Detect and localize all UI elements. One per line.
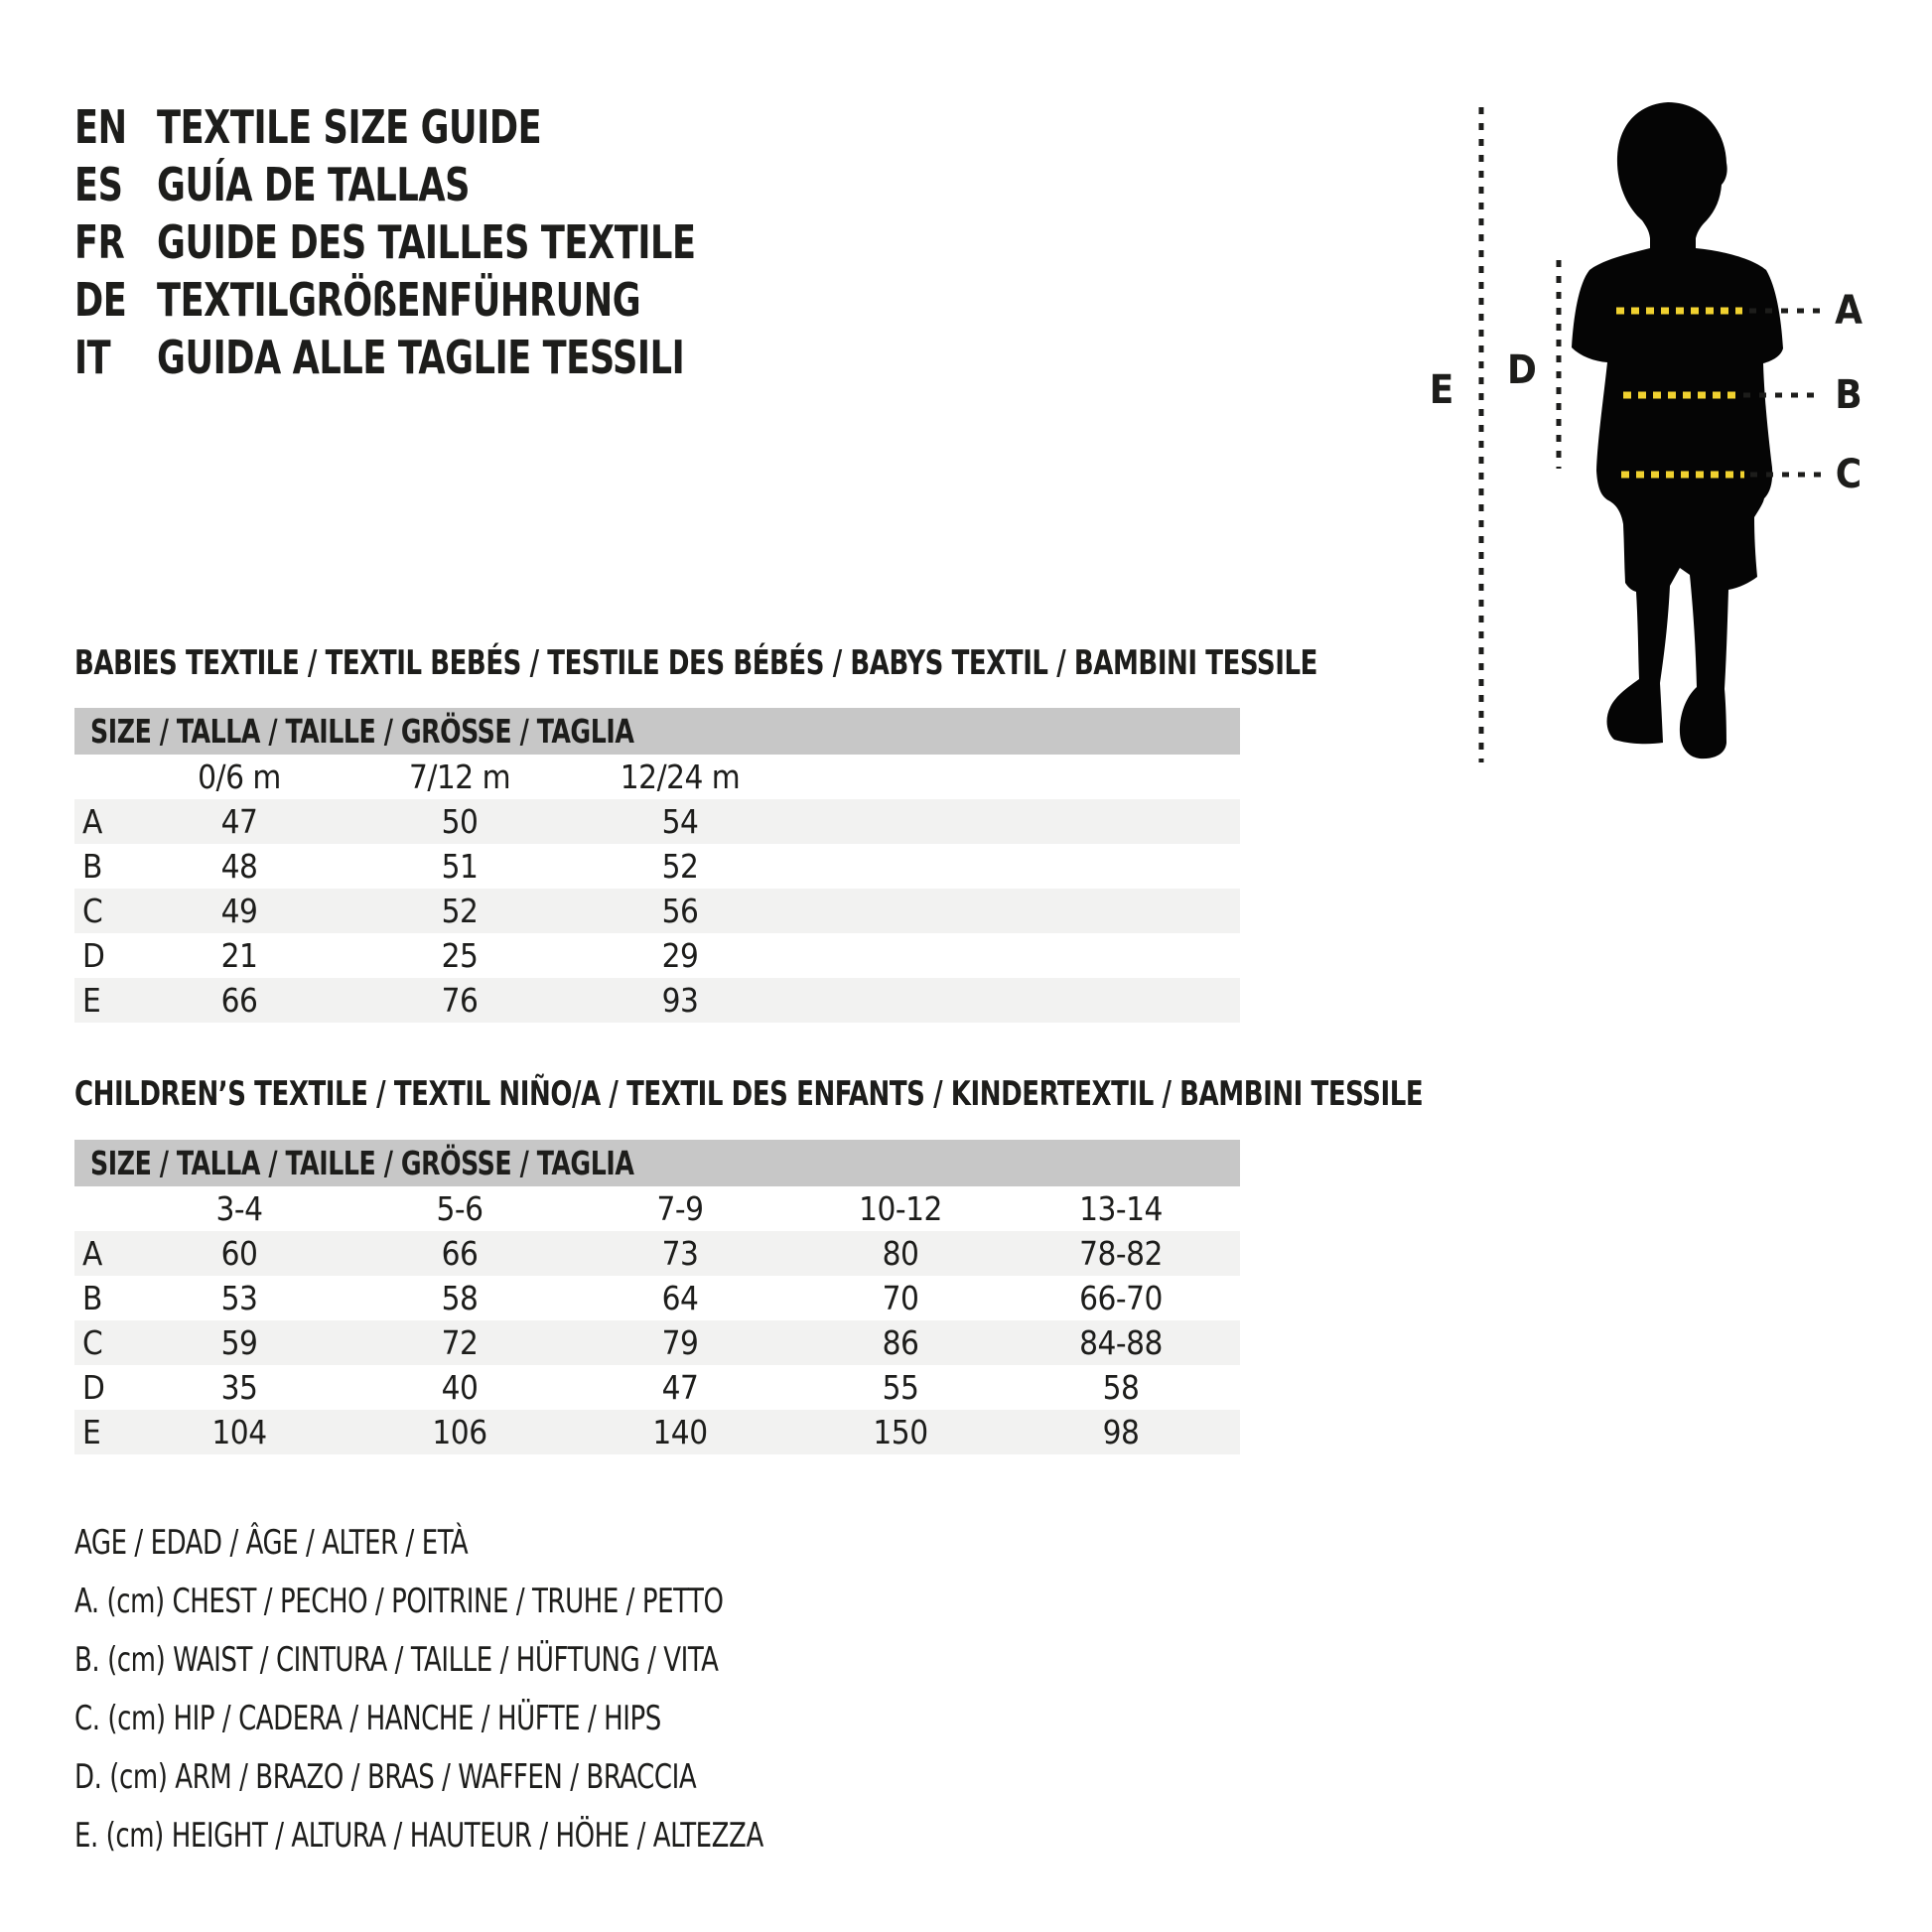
table-row-d bbox=[74, 933, 1240, 978]
guide-title bbox=[157, 156, 790, 213]
table-value: 25 bbox=[441, 936, 479, 975]
title-row-it bbox=[74, 329, 790, 386]
title-row-en bbox=[74, 98, 790, 156]
children-column-header: 13-14 bbox=[1079, 1189, 1163, 1228]
title-row-de bbox=[74, 271, 790, 329]
row-label: E bbox=[82, 1413, 101, 1451]
language-code-text: IT bbox=[74, 331, 111, 384]
guide-title bbox=[157, 329, 790, 386]
guide-title bbox=[157, 98, 790, 156]
marker-e-label: E bbox=[1429, 367, 1454, 413]
language-code bbox=[74, 98, 157, 156]
legend-hip-line bbox=[74, 1690, 885, 1748]
language-code bbox=[74, 156, 157, 213]
guide-title bbox=[157, 213, 790, 271]
children-size-table bbox=[74, 1140, 1240, 1454]
marker-d-label: D bbox=[1507, 347, 1537, 393]
table-row-c bbox=[74, 889, 1240, 933]
table-value: 66 bbox=[441, 1234, 479, 1273]
table-value: 60 bbox=[220, 1234, 258, 1273]
table-value: 78-82 bbox=[1079, 1234, 1163, 1273]
table-row-b bbox=[74, 844, 1240, 889]
child-silhouette bbox=[1572, 102, 1783, 759]
row-label: B bbox=[82, 1279, 102, 1317]
corner-cell bbox=[74, 1186, 129, 1231]
title-row-es bbox=[74, 156, 790, 213]
table-row-c bbox=[74, 1320, 1240, 1365]
language-code-text: EN bbox=[74, 100, 127, 154]
row-label: A bbox=[82, 1234, 102, 1273]
legend-chest-line bbox=[74, 1573, 885, 1631]
table-value: 40 bbox=[441, 1368, 479, 1407]
table-value: 79 bbox=[661, 1323, 699, 1362]
table-value: 64 bbox=[661, 1279, 699, 1317]
legend-age-text: AGE / EDAD / ÂGE / ALTER / ETÀ bbox=[74, 1523, 469, 1563]
babies-section-title-text: BABIES TEXTILE / TEXTIL BEBÉS / TESTILE DES BÉBÉS / BABYS TEXTIL / BAMBINI TESSILE bbox=[74, 643, 1317, 683]
language-code bbox=[74, 329, 157, 386]
children-table-header bbox=[74, 1140, 1240, 1186]
legend-waist-line bbox=[74, 1631, 885, 1690]
babies-column-header: 0/6 m bbox=[198, 758, 281, 796]
measurement-diagram bbox=[1420, 60, 1932, 824]
guide-title-text: GUIDA ALLE TAGLIE TESSILI bbox=[157, 331, 685, 384]
legend-arm-text: D. (cm) ARM / BRAZO / BRAS / WAFFEN / BRACCIA bbox=[74, 1757, 697, 1797]
table-row-b bbox=[74, 1276, 1240, 1320]
table-value: 104 bbox=[211, 1413, 267, 1451]
babies-table-header-text: SIZE / TALLA / TAILLE / GRÖSSE / TAGLIA bbox=[90, 712, 634, 751]
babies-size-table bbox=[74, 708, 1240, 1023]
table-value: 52 bbox=[441, 892, 479, 930]
babies-column-header: 12/24 m bbox=[620, 758, 741, 796]
row-label: C bbox=[82, 892, 103, 930]
language-code-text: ES bbox=[74, 158, 123, 211]
measurement-legend bbox=[74, 1514, 885, 1865]
table-value: 35 bbox=[220, 1368, 258, 1407]
child-silhouette-path bbox=[1572, 102, 1783, 759]
table-value: 52 bbox=[661, 847, 699, 886]
table-row-e bbox=[74, 1410, 1240, 1454]
babies-column-header-row bbox=[74, 755, 1240, 799]
table-value: 150 bbox=[873, 1413, 928, 1451]
table-value: 140 bbox=[652, 1413, 708, 1451]
table-value: 51 bbox=[441, 847, 479, 886]
table-value: 84-88 bbox=[1079, 1323, 1163, 1362]
language-code bbox=[74, 213, 157, 271]
guide-title-text: TEXTILGRÖßENFÜHRUNG bbox=[157, 273, 641, 327]
table-row-a bbox=[74, 1231, 1240, 1276]
row-label: A bbox=[82, 802, 102, 841]
legend-chest-text: A. (cm) CHEST / PECHO / POITRINE / TRUHE / PETTO bbox=[74, 1582, 724, 1621]
table-value: 56 bbox=[661, 892, 699, 930]
table-value: 29 bbox=[661, 936, 699, 975]
children-section-title-text: CHILDREN’S TEXTILE / TEXTIL NIÑO/A / TEXTIL DES ENFANTS / KINDERTEXTIL / BAMBINI TESSILE bbox=[74, 1074, 1424, 1114]
title-row-fr bbox=[74, 213, 790, 271]
legend-age-line bbox=[74, 1514, 885, 1573]
table-value: 70 bbox=[882, 1279, 919, 1317]
marker-a-label: A bbox=[1835, 288, 1863, 334]
child-silhouette-figure bbox=[1420, 60, 1932, 824]
row-label: D bbox=[82, 936, 105, 975]
children-section-title bbox=[74, 1074, 1661, 1114]
table-value: 53 bbox=[220, 1279, 258, 1317]
babies-column-header: 7/12 m bbox=[408, 758, 510, 796]
children-column-header: 3-4 bbox=[215, 1189, 263, 1228]
table-value: 66 bbox=[220, 981, 258, 1020]
table-value: 98 bbox=[1102, 1413, 1140, 1451]
guide-title-text: TEXTILE SIZE GUIDE bbox=[157, 100, 542, 154]
table-value: 47 bbox=[220, 802, 258, 841]
row-label: E bbox=[82, 981, 101, 1020]
table-value: 47 bbox=[661, 1368, 699, 1407]
row-label: C bbox=[82, 1323, 103, 1362]
row-label: D bbox=[82, 1368, 105, 1407]
table-value: 21 bbox=[220, 936, 258, 975]
table-value: 76 bbox=[441, 981, 479, 1020]
marker-c-label: C bbox=[1835, 452, 1863, 497]
table-value: 72 bbox=[441, 1323, 479, 1362]
table-value: 80 bbox=[882, 1234, 919, 1273]
corner-cell bbox=[74, 755, 129, 799]
legend-hip-text: C. (cm) HIP / CADERA / HANCHE / HÜFTE / HIPS bbox=[74, 1699, 661, 1738]
table-value: 49 bbox=[220, 892, 258, 930]
table-value: 93 bbox=[661, 981, 699, 1020]
table-value: 58 bbox=[1102, 1368, 1140, 1407]
language-code-text: DE bbox=[74, 273, 127, 327]
children-column-header: 10-12 bbox=[859, 1189, 942, 1228]
guide-title-text: GUÍA DE TALLAS bbox=[157, 158, 471, 211]
language-code-text: FR bbox=[74, 215, 125, 269]
table-value: 86 bbox=[882, 1323, 919, 1362]
table-value: 50 bbox=[441, 802, 479, 841]
children-column-header-row bbox=[74, 1186, 1240, 1231]
table-row-a bbox=[74, 799, 1240, 844]
language-code bbox=[74, 271, 157, 329]
guide-title bbox=[157, 271, 790, 329]
table-value: 106 bbox=[432, 1413, 487, 1451]
table-value: 73 bbox=[661, 1234, 699, 1273]
legend-height-line bbox=[74, 1807, 885, 1865]
table-value: 55 bbox=[882, 1368, 919, 1407]
children-table-header-text: SIZE / TALLA / TAILLE / GRÖSSE / TAGLIA bbox=[90, 1144, 634, 1182]
children-column-header: 7-9 bbox=[656, 1189, 704, 1228]
legend-arm-line bbox=[74, 1748, 885, 1807]
table-row-e bbox=[74, 978, 1240, 1023]
table-value: 54 bbox=[661, 802, 699, 841]
babies-table-header bbox=[74, 708, 1240, 755]
marker-b-label: B bbox=[1835, 372, 1863, 418]
legend-height-text: E. (cm) HEIGHT / ALTURA / HAUTEUR / HÖHE / ALTEZZA bbox=[74, 1816, 763, 1856]
legend-waist-text: B. (cm) WAIST / CINTURA / TAILLE / HÜFTUNG / VITA bbox=[74, 1640, 719, 1680]
table-row-d bbox=[74, 1365, 1240, 1410]
language-title-block bbox=[74, 98, 790, 386]
table-value: 59 bbox=[220, 1323, 258, 1362]
table-value: 66-70 bbox=[1079, 1279, 1163, 1317]
babies-section-title bbox=[74, 643, 1537, 683]
row-label: B bbox=[82, 847, 102, 886]
table-value: 58 bbox=[441, 1279, 479, 1317]
children-column-header: 5-6 bbox=[436, 1189, 483, 1228]
table-value: 48 bbox=[220, 847, 258, 886]
guide-title-text: GUIDE DES TAILLES TEXTILE bbox=[157, 215, 696, 269]
